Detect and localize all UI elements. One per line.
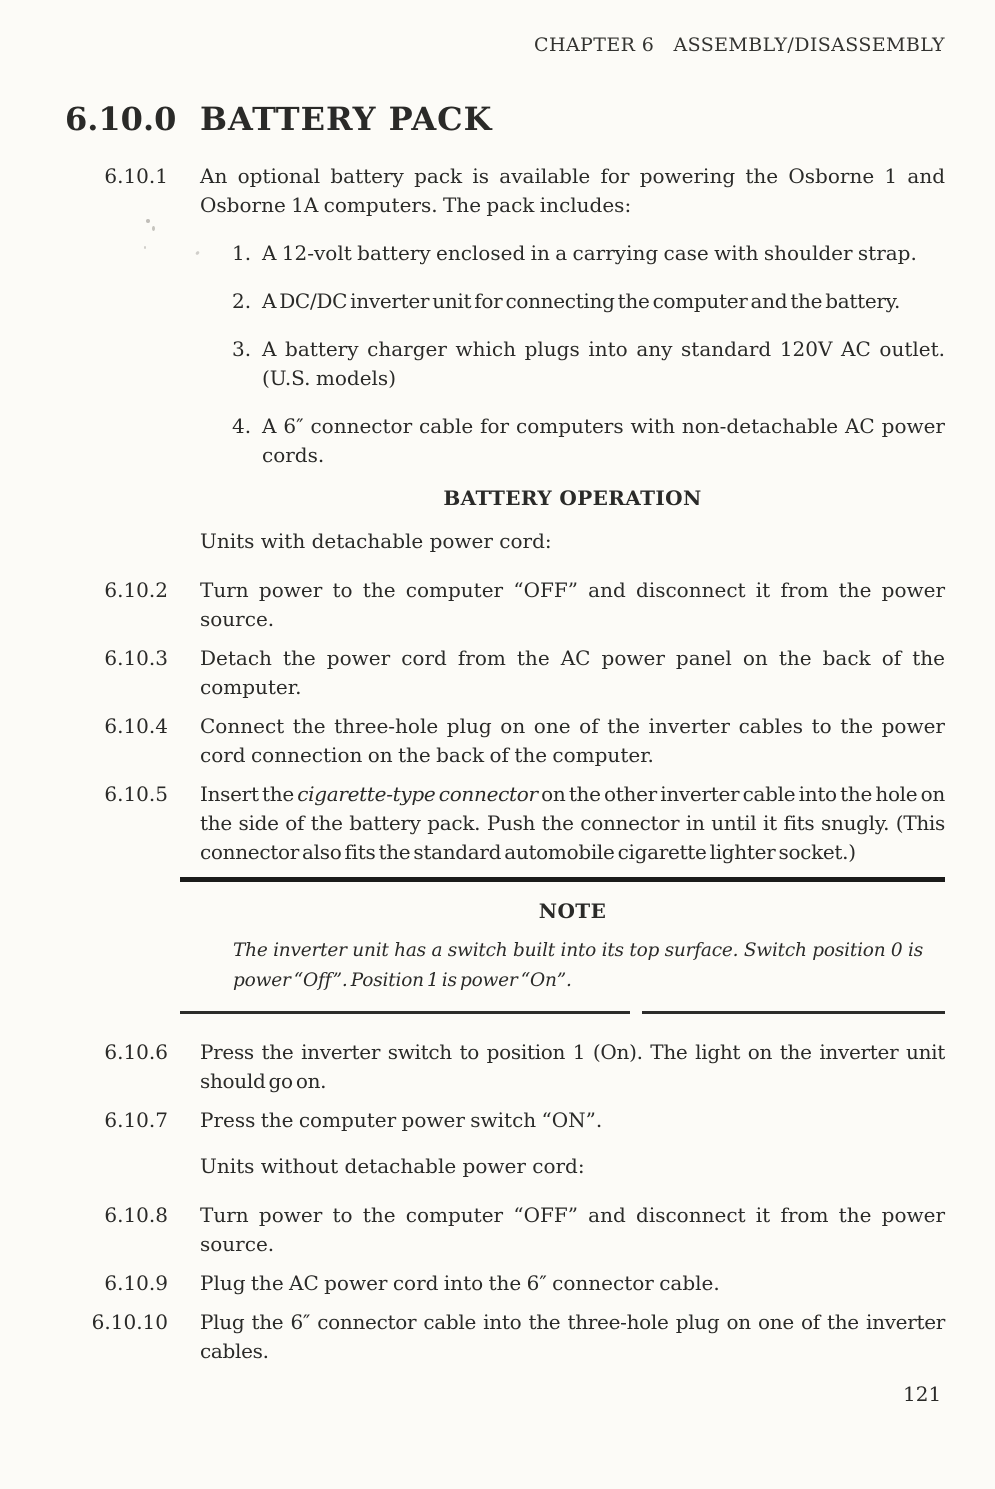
- step-6-10-9: [65, 1269, 945, 1298]
- step-text: Detach the power cord from the AC power panel on the back of the computer.: [200, 646, 945, 699]
- subheading-with-cord: Units with detachable power cord:: [200, 529, 552, 553]
- step-number: 6.10.2: [104, 578, 168, 602]
- list-indent: [65, 239, 200, 268]
- note-rule-top: [180, 877, 945, 882]
- rule-segment: [180, 1011, 630, 1014]
- scan-artifact: [146, 219, 150, 223]
- step-number: 6.10.7: [104, 1108, 168, 1132]
- step-6-10-2: [65, 576, 945, 634]
- step-text: [200, 780, 945, 867]
- list-item: [65, 287, 945, 316]
- step-number: 6.10.3: [104, 646, 168, 670]
- step-text: Turn power to the computer “OFF” and disconnect it from the power source.: [200, 578, 945, 631]
- list-indent: [65, 287, 200, 316]
- paragraph-text: An optional battery pack is available for powering the Osborne 1 and Osborne 1A computers. The pack includes:: [200, 164, 945, 217]
- list-indent: [65, 412, 200, 470]
- scan-artifact: [144, 246, 146, 249]
- section-title-text: BATTERY PACK: [200, 100, 493, 138]
- list-item: [65, 335, 945, 393]
- subheading-without-cord: Units without detachable power cord:: [200, 1154, 585, 1178]
- step-6-10-8: [65, 1201, 945, 1259]
- list-item-text: A DC/DC inverter unit for connecting the computer and the battery.: [262, 289, 901, 313]
- pack-contents-list: [65, 239, 945, 470]
- rule-segment: [642, 1011, 945, 1014]
- step-6-10-6: [65, 1038, 945, 1096]
- rule-gap: [630, 1011, 642, 1014]
- list-marker: 4.: [232, 414, 252, 438]
- step-6-10-10: [65, 1308, 945, 1366]
- list-item-text: A battery charger which plugs into any standard 120V AC outlet. (U.S. models): [262, 337, 945, 390]
- note-text: The inverter unit has a switch built into its top surface. Switch position 0 is power “Off”. Position 1 is power “On”.: [233, 940, 923, 991]
- step-text-italic: cigarette-type connector: [297, 782, 538, 806]
- step-text: Plug the 6″ connector cable into the three-hole plug on one of the inverter cables.: [200, 1310, 945, 1363]
- scan-artifact: [152, 226, 155, 231]
- step-text: Plug the AC power cord into the 6″ connector cable.: [200, 1271, 720, 1295]
- step-number: 6.10.8: [104, 1203, 168, 1227]
- paragraph-number: 6.10.1: [104, 164, 168, 188]
- step-number: 6.10.9: [104, 1271, 168, 1295]
- list-item-text: A 6″ connector cable for computers with non-detachable AC power cords.: [262, 414, 945, 467]
- step-6-10-4: [65, 712, 945, 770]
- step-text: Press the computer power switch “ON”.: [200, 1108, 603, 1132]
- step-6-10-3: [65, 644, 945, 702]
- running-header: CHAPTER 6 ASSEMBLY/DISASSEMBLY: [534, 34, 945, 56]
- step-number: 6.10.5: [104, 782, 168, 806]
- list-item: [65, 412, 945, 470]
- section-title: [65, 100, 945, 138]
- list-indent: [65, 335, 200, 393]
- step-text-post: on the other inverter cable into the hole on the side of the battery pack. Push the connector in until it fits snugly. (This connector also fits the standard automobile cigarette lighter socket.): [200, 782, 946, 864]
- note-heading: NOTE: [538, 899, 607, 923]
- list-marker: 2.: [232, 289, 252, 313]
- step-number: 6.10.10: [91, 1310, 168, 1334]
- step-number: 6.10.6: [104, 1040, 168, 1064]
- list-item-text: A 12-volt battery enclosed in a carrying case with shoulder strap.: [262, 241, 917, 265]
- step-text-pre: Insert the: [200, 782, 298, 806]
- step-text: Turn power to the computer “OFF” and disconnect it from the power source.: [200, 1203, 945, 1256]
- step-6-10-7: [65, 1106, 945, 1135]
- section-number: 6.10.0: [65, 100, 177, 138]
- note-rule-bottom: [180, 1011, 945, 1014]
- paragraph-6-10-1: [65, 162, 945, 220]
- list-marker: 3.: [232, 337, 252, 361]
- page-number: 121: [903, 1382, 942, 1406]
- step-text: Connect the three-hole plug on one of the inverter cables to the power cord connection on the back of the computer.: [200, 714, 945, 767]
- step-text: Press the inverter switch to position 1 (On). The light on the inverter unit should go on.: [200, 1040, 945, 1093]
- list-marker: 1.: [232, 241, 252, 265]
- step-6-10-5: [65, 780, 945, 867]
- step-number: 6.10.4: [104, 714, 168, 738]
- battery-operation-heading: BATTERY OPERATION: [443, 486, 702, 510]
